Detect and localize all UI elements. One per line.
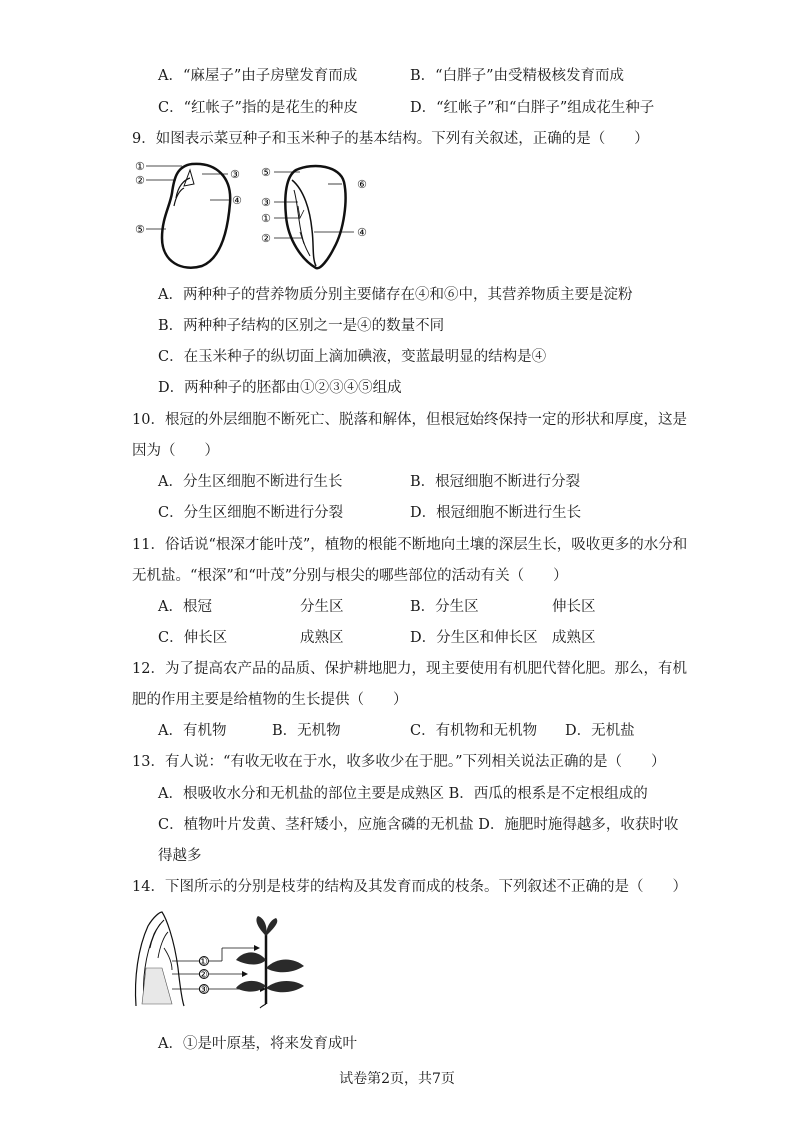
q10-option-a: A．分生区细胞不断进行生长 [158,474,343,490]
q11-option-b-part1: B．分生区 [410,599,479,615]
q12-option-a: A．有机物 [158,723,227,739]
q9-option-b: B．两种种子结构的区别之一是④的数量不同 [158,318,445,334]
q11-option-c-part1: C．伸长区 [158,630,228,646]
corn-label-1: ① [261,212,271,225]
q11-option-b-part2: 伸长区 [552,599,596,615]
q8-option-d: D．“红帐子”和“白胖子”组成花生种子 [410,100,655,116]
bud-branch-diagram [132,908,342,1008]
q12-option-d: D．无机盐 [565,723,635,739]
bean-label-5: ⑤ [135,223,145,236]
corn-label-4: ④ [357,226,367,239]
q8-option-b: B．“白胖子”由受精极核发育而成 [410,68,624,84]
bean-label-4: ④ [232,194,242,207]
q11-option-a-part2: 分生区 [300,599,344,615]
bud-label-1: ① [198,955,208,968]
corn-label-3: ③ [261,196,271,209]
corn-label-5: ⑤ [261,166,271,179]
q10-option-b: B．根冠细胞不断进行分裂 [410,474,581,490]
q10-stem-line1: 10．根冠的外层细胞不断死亡、脱落和解体，但根冠始终保持一定的形状和厚度，这是 [132,412,687,428]
q13-options-cd: C．植物叶片发黄、茎秆矮小，应施含磷的无机盐 D．施肥时施得越多，收获时收 [158,817,679,833]
bud-label-2: ② [198,968,208,981]
q11-option-a-part1: A．根冠 [158,599,212,615]
q9-option-d: D．两种种子的胚都由①②③④⑤组成 [158,380,402,396]
q10-option-d: D．根冠细胞不断进行生长 [410,505,582,521]
corn-seed-diagram [258,160,378,272]
q11-option-c-part2: 成熟区 [300,630,344,646]
q10-option-c: C．分生区细胞不断进行分裂 [158,505,344,521]
q8-option-c: C．“红帐子”指的是花生的种皮 [158,100,358,116]
q9-option-c: C．在玉米种子的纵切面上滴加碘液，变蓝最明显的结构是④ [158,349,547,365]
q13-stem: 13．有人说：“有收无收在于水，收多收少在于肥。”下列相关说法正确的是（ ） [132,754,666,770]
q13-options-cd-cont: 得越多 [158,848,202,864]
corn-label-2: ② [261,232,271,245]
bean-label-1: ① [135,160,145,173]
q12-stem-line1: 12．为了提高农产品的品质、保护耕地肥力，现主要使用有机肥代替化肥。那么，有机 [132,661,687,677]
q12-option-c: C．有机物和无机物 [410,723,538,739]
q10-stem-line2: 因为（ ） [132,443,219,459]
q11-stem-line2: 无机盐。“根深”和“叶茂”分别与根尖的哪些部位的活动有关（ ） [132,568,568,584]
q11-stem-line1: 11．俗话说“根深才能叶茂”，植物的根能不断地向土壤的深层生长，吸收更多的水分和 [132,537,688,553]
q11-option-d-part2: 成熟区 [552,630,596,646]
q9-stem: 9．如图表示菜豆种子和玉米种子的基本结构。下列有关叙述，正确的是（ ） [132,131,649,147]
corn-label-6: ⑥ [357,178,367,191]
q12-option-b: B．无机物 [272,723,341,739]
bud-label-3: ③ [198,983,208,996]
page-footer: 试卷第2页，共7页 [339,1071,455,1087]
q9-option-a: A．两种种子的营养物质分别主要储存在④和⑥中，其营养物质主要是淀粉 [158,287,633,303]
q14-stem: 14．下图所示的分别是枝芽的结构及其发育而成的枝条。下列叙述不正确的是（ ） [132,879,687,895]
q11-option-d-part1: D．分生区和伸长区 [410,630,538,646]
bean-label-2: ② [135,174,145,187]
q12-stem-line2: 肥的作用主要是给植物的生长提供（ ） [132,692,408,708]
q14-option-a: A．①是叶原基，将来发育成叶 [158,1036,357,1052]
q8-option-a: A．“麻屋子”由子房壁发育而成 [158,68,358,84]
bean-label-3: ③ [230,168,240,181]
q13-options-ab: A．根吸收水分和无机盐的部位主要是成熟区 B．西瓜的根系是不定根组成的 [158,786,648,802]
bean-seed-diagram [132,158,262,273]
